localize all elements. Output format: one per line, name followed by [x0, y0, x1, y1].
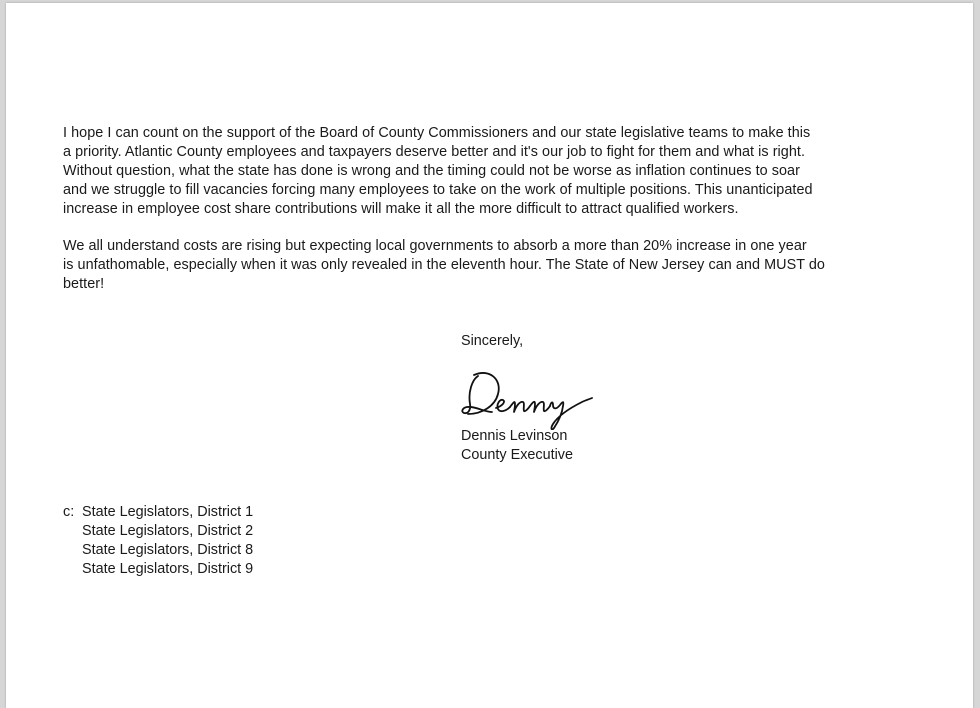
cc-recipient: State Legislators, District 8 — [82, 542, 254, 558]
handwritten-signature — [458, 358, 598, 430]
cc-row — [63, 522, 253, 541]
cc-recipient: State Legislators, District 2 — [82, 523, 254, 539]
cc-prefix: c: — [63, 504, 75, 520]
paragraph-support-request — [63, 124, 943, 219]
paragraph-line: and we struggle to fill vacancies forcing many employees to take on the work of multiple positions. This unanticipated — [63, 182, 813, 198]
letter-page — [6, 3, 973, 708]
signer-block — [461, 427, 573, 465]
cc-recipient: State Legislators, District 9 — [82, 561, 254, 577]
paragraph-line: is unfathomable, especially when it was only revealed in the eleventh hour. The State of New Jersey can and MUST do — [63, 257, 825, 273]
cc-row — [63, 560, 253, 579]
paragraph-line: We all understand costs are rising but expecting local governments to absorb a more than 20% increase in one year — [63, 238, 807, 254]
paragraph-line: a priority. Atlantic County employees and taxpayers deserve better and it's our job to fight for them and what is right. — [63, 144, 805, 160]
cc-row — [63, 503, 253, 522]
paragraph-line: I hope I can count on the support of the Board of County Commissioners and our state legislative teams to make this — [63, 125, 811, 141]
paragraph-line: better! — [63, 276, 105, 292]
cc-row — [63, 541, 253, 560]
cc-recipient: State Legislators, District 1 — [82, 504, 254, 520]
cc-list — [63, 503, 253, 579]
paragraph-cost-increase — [63, 237, 943, 294]
closing-salutation: Sincerely, — [461, 333, 524, 349]
paragraph-line: increase in employee cost share contributions will make it all the more difficult to attract qualified workers. — [63, 201, 739, 217]
signer-name: Dennis Levinson — [461, 428, 568, 444]
paragraph-line: Without question, what the state has done is wrong and the timing could not be worse as inflation continues to soar — [63, 163, 800, 179]
signer-title: County Executive — [461, 447, 573, 463]
